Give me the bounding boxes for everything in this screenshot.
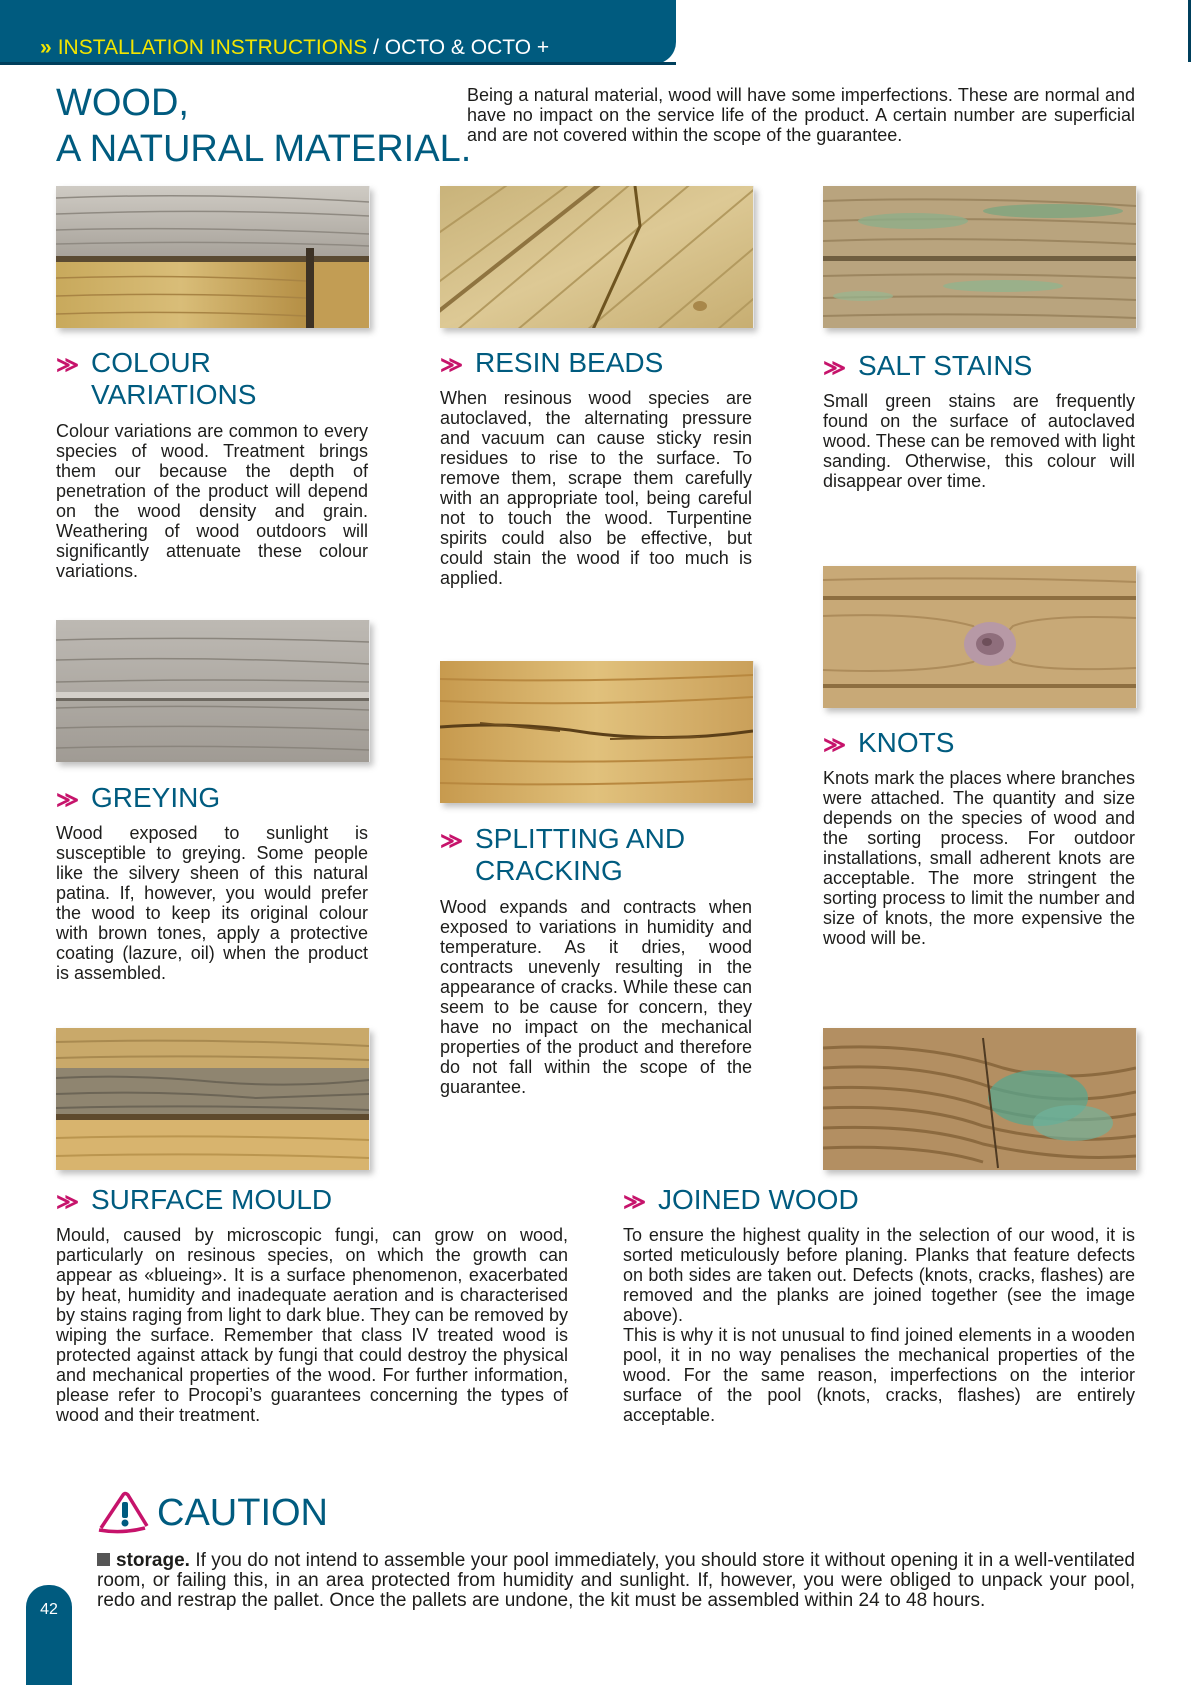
knots-text: Knots mark the places where branches were attached. The quantity and size depends on the species of wood and the sorting process. For outdoor installations, small adherent knots are acceptable. The more stringent the sorting process to limit the number and size of knots, the more expensive the wood will be. — [823, 768, 1135, 948]
greying-text: Wood exposed to sunlight is susceptible to greying. Some people like the silvery sheen of this natural patina. If, however, you would prefer the wood to keep its original colour with brown tones, apply a protective coating (lazure, oil) when the product is assembled. — [56, 823, 368, 983]
double-chevron-icon: ≫ — [823, 732, 847, 757]
header-divider — [0, 62, 676, 65]
greying-heading: ≫ GREYING — [56, 782, 376, 814]
double-chevron-icon: ≫ — [440, 352, 464, 377]
intro-paragraph: Being a natural material, wood will have some imperfections. These are normal and have no impact on the service life of the product. A certain number are superficial and are not covered within the scope of the guarantee. — [467, 85, 1135, 145]
joined-wood-paragraph-1: To ensure the highest quality in the selection of our wood, it is sorted meticulously before planing. Planks that feature defects on both sides are taken out. Defects (knots, cracks, flashes) are removed and the planks are joined together (see the image above). — [623, 1225, 1135, 1325]
salt-stains-photo — [823, 186, 1137, 328]
double-chevron-icon: ≫ — [56, 352, 80, 377]
joined-wood-text — [623, 1225, 1135, 1425]
page-number-tab — [26, 1585, 72, 1685]
page-title-line2: A NATURAL MATERIAL. — [56, 128, 472, 170]
caution-title: CAUTION — [157, 1492, 328, 1534]
resin-beads-text: When resinous wood species are autoclaved, the alternating pressure and vacuum can cause sticky resin residues to rise to the surface. To remove them, scrape them carefully with an appropriate tool, being careful not to touch the wood. Turpentine spirits could also be effective, but could stain the wood if too much is applied. — [440, 388, 752, 588]
header-section: INSTALLATION INSTRUCTIONS — [57, 36, 368, 59]
header-separator: / — [367, 36, 385, 59]
joined-wood-heading: ≫ JOINED WOOD — [623, 1184, 1143, 1216]
caution-text — [97, 1551, 1135, 1611]
caution-label: storage. — [116, 1550, 190, 1571]
joined-wood-photo — [823, 1028, 1137, 1170]
resin-beads-heading: ≫ RESIN BEADS — [440, 347, 760, 379]
splitting-cracking-heading: ≫ SPLITTING AND CRACKING — [440, 823, 686, 886]
colour-variations-text: Colour variations are common to every species of wood. Treatment brings them our because the depth of penetration of the product will depend on the wood density and grain. Weathering of wood outdoors will significantly attenuate these colour variations. — [56, 421, 368, 581]
knots-photo — [823, 566, 1137, 708]
double-chevron-icon: ≫ — [623, 1189, 647, 1214]
double-chevron-icon: ≫ — [56, 1189, 80, 1214]
salt-stains-text: Small green stains are frequently found on the surface of autoclaved wood. These can be removed with light sanding. Otherwise, this colour will disappear over time. — [823, 391, 1135, 491]
splitting-cracking-photo — [440, 661, 754, 803]
double-chevron-icon: ≫ — [823, 355, 847, 380]
header-breadcrumb — [40, 36, 549, 60]
header-chevron-icon: » — [40, 36, 52, 59]
page-number: 42 — [40, 1601, 58, 1618]
splitting-cracking-text: Wood expands and contracts when exposed to variations in humidity and temperature. As it dries, wood contracts unevenly resulting in the appearance of cracks. While these can seem to be cause for concern, they have no impact on the mechanical properties of the product and therefore do not fall within the scope of the guarantee. — [440, 897, 752, 1097]
surface-mould-photo — [56, 1028, 370, 1170]
header-product: OCTO & OCTO + — [384, 36, 550, 59]
caution-body: If you do not intend to assemble your pool immediately, you should store it without opening it in a well-ventilated room, or failing this, in an area protected from humidity and sunlight. If, however, you were obliged to unpack your pool, redo and restrap the pallet. Once the pallets are undone, the kit must be assembled within 24 to 48 hours. — [97, 1550, 1135, 1611]
greying-photo — [56, 620, 370, 762]
joined-wood-paragraph-2: This is why it is not unusual to find joined elements in a wooden pool, it in no way penalises the mechanical properties of the wood. For the same reason, imperfections on the interior surface of the pool (knots, cracks, flashes) are entirely acceptable. — [623, 1325, 1135, 1425]
double-chevron-icon: ≫ — [440, 828, 464, 853]
warning-icon — [97, 1490, 149, 1534]
colour-variations-photo — [56, 186, 370, 328]
surface-mould-text: Mould, caused by microscopic fungi, can grow on wood, particularly on resinous species, on which the growth can appear as «blueing». It is a surface phenomenon, exacerbated by heat, humidity and inadequate aeration and is characterised by stains raging from light to dark blue. They can be removed by wiping the surface. Remember that class IV treated wood is protected against attack by fungi that could destroy the physical and mechanical properties of the wood. For further information, please refer to Procopi’s guarantees concerning the types of wood and their treatment. — [56, 1225, 568, 1425]
bullet-square-icon — [97, 1553, 110, 1566]
page-title — [56, 80, 471, 172]
resin-beads-photo — [440, 186, 754, 328]
colour-variations-heading: ≫ COLOUR VARIATIONS — [56, 347, 257, 410]
page-title-line1: WOOD, — [56, 82, 189, 124]
salt-stains-heading: ≫ SALT STAINS — [823, 350, 1143, 382]
surface-mould-heading: ≫ SURFACE MOULD — [56, 1184, 576, 1216]
page-edge-mark — [1188, 0, 1191, 62]
double-chevron-icon: ≫ — [56, 787, 80, 812]
knots-heading: ≫ KNOTS — [823, 727, 1143, 759]
